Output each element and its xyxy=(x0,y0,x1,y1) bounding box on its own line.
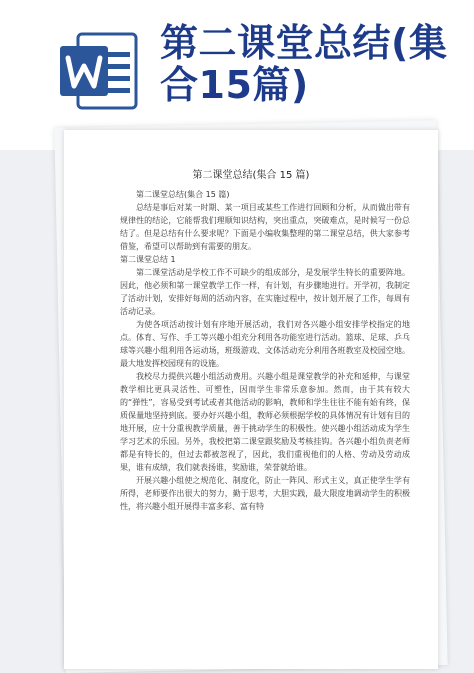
doc-subtitle: 第二课堂总结(集合 15 篇) xyxy=(136,190,230,199)
banner-title: 第二课堂总结(集合15篇) xyxy=(160,21,448,107)
document-title: 第二课堂总结(集合 15 篇) xyxy=(192,170,310,181)
document-body xyxy=(120,188,410,513)
doc-section-heading: 第二课堂总结 1 xyxy=(120,255,176,264)
document-page xyxy=(64,130,438,669)
doc-paragraph: 为使各项活动按计划有序地开展活动，我们对各兴趣小组安排学校指定的地点。体育、写作、手工等兴趣小组充分利用各功能室进行活动。篮球、足球、乒乓球等兴趣小组利用各运动场，班级游戏、文体活动充分利用各班教室及校园空地。最大地发挥校园现有的设施。 xyxy=(120,320,410,368)
doc-paragraph: 我校尽力提供兴趣小组活动费用。兴趣小组是课堂教学的补充和延伸，与课堂教学相比更具灵活性、可塑性，因而学生非常乐意参加。然而，由于其有较大的“弹性”，容易受到考试或者其他活动的影响，教师和学生往往不能有始有终，保质保量地坚持到底。要办好兴趣小组，教师必须根据学校的具体情况有计划有目的地开展，应十分重视教学质量，善于挑动学生的积极性。使兴趣小组活动成为学生学习艺术的乐园。另外，我校把第二课堂跟奖励及考核挂钩。各兴趣小组负责老师都是有特长的，但过去都被忽视了，因此，我们重视他们的人格、劳动及劳动成果，谁有成绩，我们就表扬谁，奖励谁，荣誉就给谁。 xyxy=(120,372,410,472)
microsoft-word-icon xyxy=(58,30,138,112)
doc-paragraph: 第二课堂活动是学校工作不可缺少的组成部分，是发展学生特长的重要阵地。因此，他必须和第一课堂教学工作一样，有计划，有步骤地进行。开学初，我制定了活动计划，安排好每周的活动内容，在实施过程中，按计划开展了工作，每周有活动记录。 xyxy=(120,268,410,316)
doc-paragraph: 开展兴趣小组使之规范化、制度化，防止一阵风、形式主义，真正使学生学有所得，老师要作出很大的努力，勤于思考，大胆实践，最大限度地调动学生的积极性，将兴趣小组开展得丰富多彩、富有特 xyxy=(120,476,410,511)
doc-paragraph: 总结是事后对某一时期、某一项目或某些工作进行回顾和分析，从而做出带有规律性的结论，它能帮我们理顺知识结构，突出重点，突破难点，是时候写一份总结了。但是总结有什么要求呢？下面是小编收集整理的第二课堂总结，供大家参考借鉴，希望可以帮助到有需要的朋友。 xyxy=(120,203,410,251)
